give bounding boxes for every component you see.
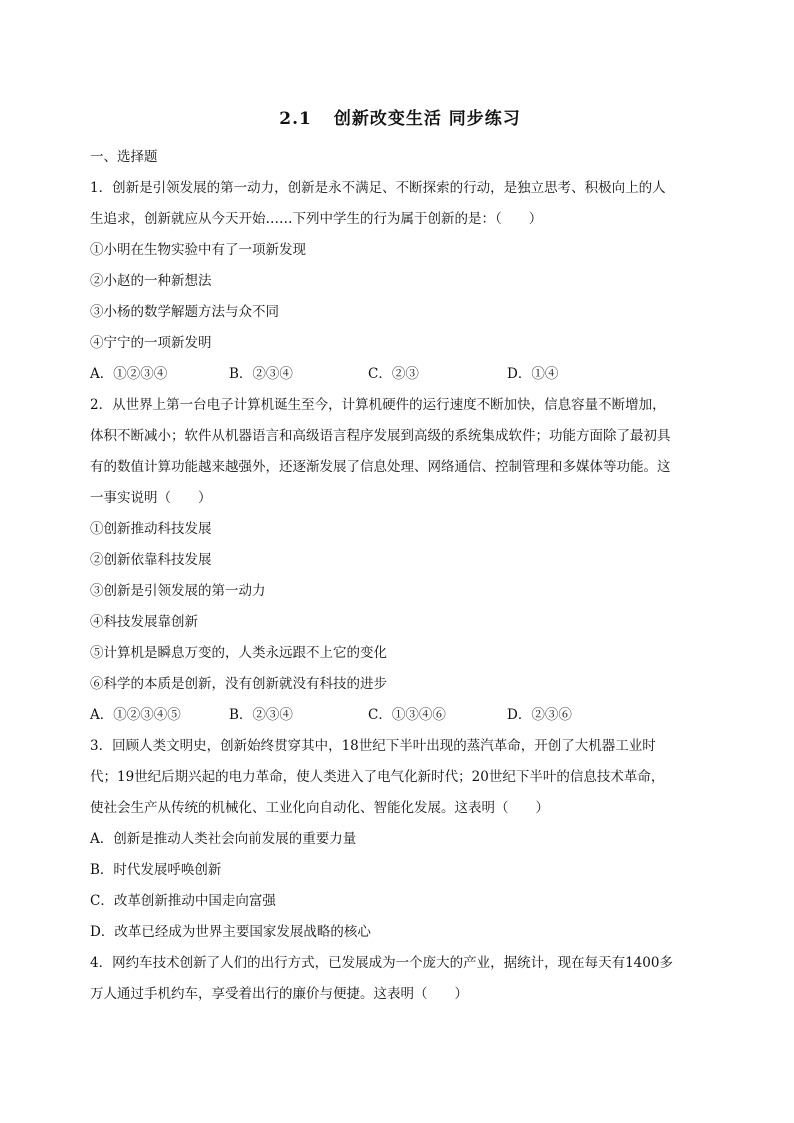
q2-item: ①创新推动科技发展 (90, 521, 212, 537)
q2-stem-line: 有的数值计算功能越来越强外，还逐渐发展了信息处理、网络通信、控制管理和多媒体等功能。这 (90, 459, 671, 475)
q2-item: ⑤计算机是瞬息万变的，人类永远跟不上它的变化 (90, 645, 387, 661)
q3-option-c: C．改革创新推动中国走向富强 (90, 893, 276, 909)
title-text: 创新改变生活 同步练习 (333, 109, 521, 129)
q2-stem-line: 一事实说明（ ） (90, 490, 212, 506)
q2-option-d: D．②③⑥ (507, 707, 572, 723)
q1-option-d: D．①④ (507, 366, 559, 382)
q2-item: ④科技发展靠创新 (90, 614, 198, 630)
q1-options (90, 359, 710, 390)
q1-item: ①小明在生物实验中有了一项新发现 (90, 242, 306, 258)
title-number: 2.1 (279, 109, 312, 129)
q1-option-c: C．②③ (368, 366, 419, 382)
q3-stem-line: 3．回顾人类文明史，创新始终贯穿其中，18世纪下半叶出现的蒸汽革命，开创了大机器工业时 (90, 738, 656, 754)
q1-stem-line: 1．创新是引领发展的第一动力，创新是永不满足、不断探索的行动，是独立思考、积极向上的人 (90, 180, 666, 196)
q3-stem-line: 代；19世纪后期兴起的电力革命，使人类进入了电气化新时代；20世纪下半叶的信息技术革命， (90, 769, 665, 785)
q2-option-b: B．②③④ (229, 707, 293, 723)
q1-stem-line: 生追求，创新就应从今天开始……下列中学生的行为属于创新的是：（ ） (90, 211, 543, 227)
q2-item: ②创新依靠科技发展 (90, 552, 212, 568)
q2-stem-line: 体积不断减小；软件从机器语言和高级语言程序发展到高级的系统集成软件；功能方面除了最初具 (90, 428, 671, 444)
q3-option-a: A．创新是推动人类社会向前发展的重要力量 (90, 831, 357, 847)
document-title (90, 104, 710, 129)
q1-option-b: B．②③④ (229, 366, 293, 382)
q2-option-a: A．①②③④⑤ (90, 707, 181, 723)
q1-item: ②小赵的一种新想法 (90, 273, 212, 289)
q1-item: ③小杨的数学解题方法与众不同 (90, 304, 279, 320)
document-body (90, 142, 710, 1010)
q2-stem-line: 2．从世界上第一台电子计算机诞生至今，计算机硬件的运行速度不断加快，信息容量不断增加， (90, 397, 666, 413)
q1-item: ④宁宁的一项新发明 (90, 335, 212, 351)
q2-item: ⑥科学的本质是创新，没有创新就没有科技的进步 (90, 676, 387, 692)
q2-options (90, 700, 710, 731)
q3-option-d: D．改革已经成为世界主要国家发展战略的核心 (90, 924, 371, 940)
q1-option-a: A．①②③④ (90, 366, 168, 382)
q4-stem-line: 4．网约车技术创新了人们的出行方式，已发展成为一个庞大的产业，据统计，现在每天有1400多 (90, 955, 673, 971)
q3-option-b: B．时代发展呼唤创新 (90, 862, 222, 878)
q2-item: ③创新是引领发展的第一动力 (90, 583, 266, 599)
q3-stem-line: 使社会生产从传统的机械化、工业化向自动化、智能化发展。这表明（ ） (90, 800, 549, 816)
section-heading: 一、选择题 (90, 149, 158, 165)
q2-option-c: C．①③④⑥ (368, 707, 446, 723)
q4-stem-line: 万人通过手机约车，享受着出行的廉价与便捷。这表明（ ） (90, 986, 468, 1002)
